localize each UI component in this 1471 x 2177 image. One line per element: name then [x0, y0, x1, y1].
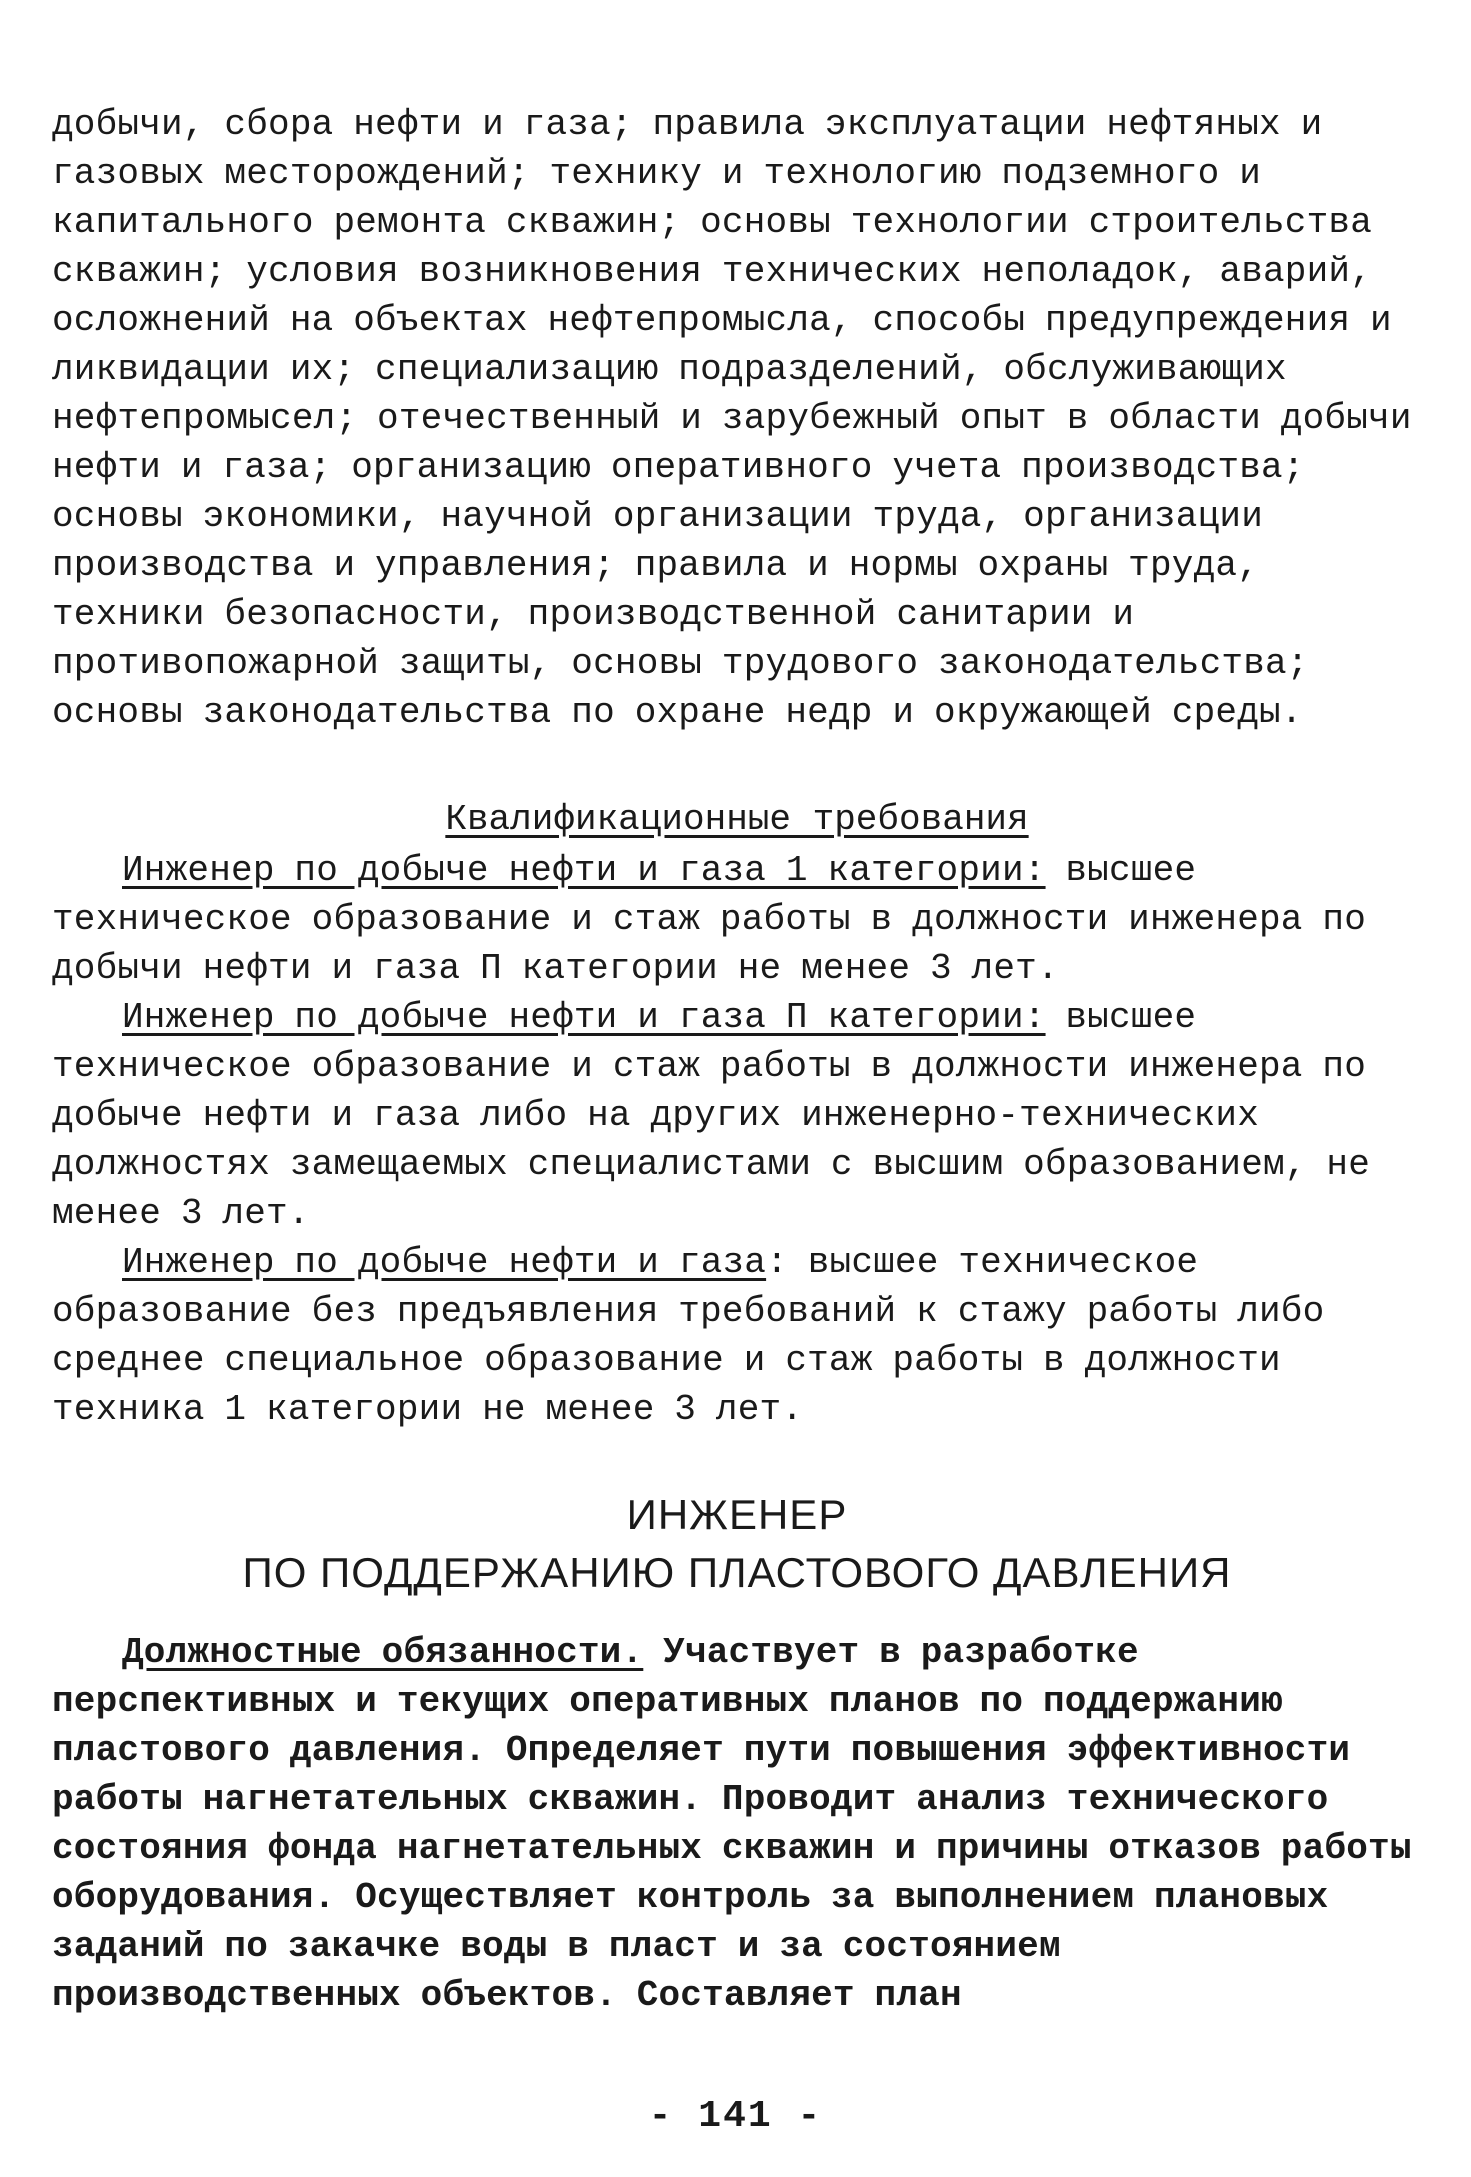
- qualification-title: Квалификационные требования: [445, 799, 1029, 840]
- duties-paragraph: [52, 1628, 1422, 2020]
- qualification-item-label: Инженер по добыче нефти и газа П категории:: [122, 997, 1046, 1038]
- intro-paragraph: добычи, сбора нефти и газа; правила эксплуатации нефтяных и газовых месторождений; технику и технологию подземного и капитального ремонта скважин; основы технологии строительства скважин; условия возникновения технических неполадок, аварий, осложнений на объектах нефтепромысла, способы предупреждения и ликвидации их; специализацию подразделений, обслуживающих нефтепромысел; отечественный и зарубежный опыт в области добычи нефти и газа; организацию оперативного учета производства; основы экономики, научной организации труда, организации производства и управления; правила и нормы охраны труда, техники безопасности, производственной санитарии и противопожарной защиты, основы трудового законодательства; основы законодательства по охране недр и окружающей среды.: [52, 104, 1412, 733]
- qualification-item-text: : высшее техническое образование без предъявления требований к стажу работы либо среднее специальное образование и стаж работы в должности техника 1 категории не менее 3 лет.: [52, 1242, 1325, 1430]
- qualification-item-label: Инженер по добыче нефти и газа: [122, 1242, 767, 1283]
- qualification-item-text: высшее техническое образование и стаж работы в должности инженера по добычи нефти и газа П категории не менее 3 лет.: [52, 850, 1367, 989]
- qualification-section: [52, 795, 1422, 844]
- qualification-item-text: высшее техническое образование и стаж работы в должности инженера по добыче нефти и газа либо на других инженерно-технических должностях замещаемых специалистами с высшим образованием, не менее 3 лет.: [52, 997, 1371, 1234]
- duties-label: Должностные обязанности.: [122, 1632, 644, 1673]
- position-title-line-1: ИНЖЕНЕР: [626, 1491, 848, 1538]
- position-title-line-2: ПО ПОДДЕРЖАНИЮ ПЛАСТОВОГО ДАВЛЕНИЯ: [242, 1549, 1232, 1596]
- qualification-item-2: [52, 993, 1422, 1238]
- page-number: - 141 -: [648, 2095, 823, 2138]
- document-page: [52, 100, 1422, 2020]
- qualification-item-1: [52, 846, 1422, 993]
- duties-text: Участвует в разработке перспективных и текущих оперативных планов по поддержанию пластового давления. Определяет пути повышения эффективности работы нагнетательных скважин. Проводит анализ технического состояния фонда нагнетательных скважин и причины отказов работы оборудования. Осуществляет контроль за выполнением плановых заданий по закачке воды в пласт и за состоянием производственных объектов. Составляет план: [52, 1632, 1412, 2016]
- qualification-item-label: Инженер по добыче нефти и газа 1 категории:: [122, 850, 1046, 891]
- qualification-item-3: [52, 1238, 1422, 1434]
